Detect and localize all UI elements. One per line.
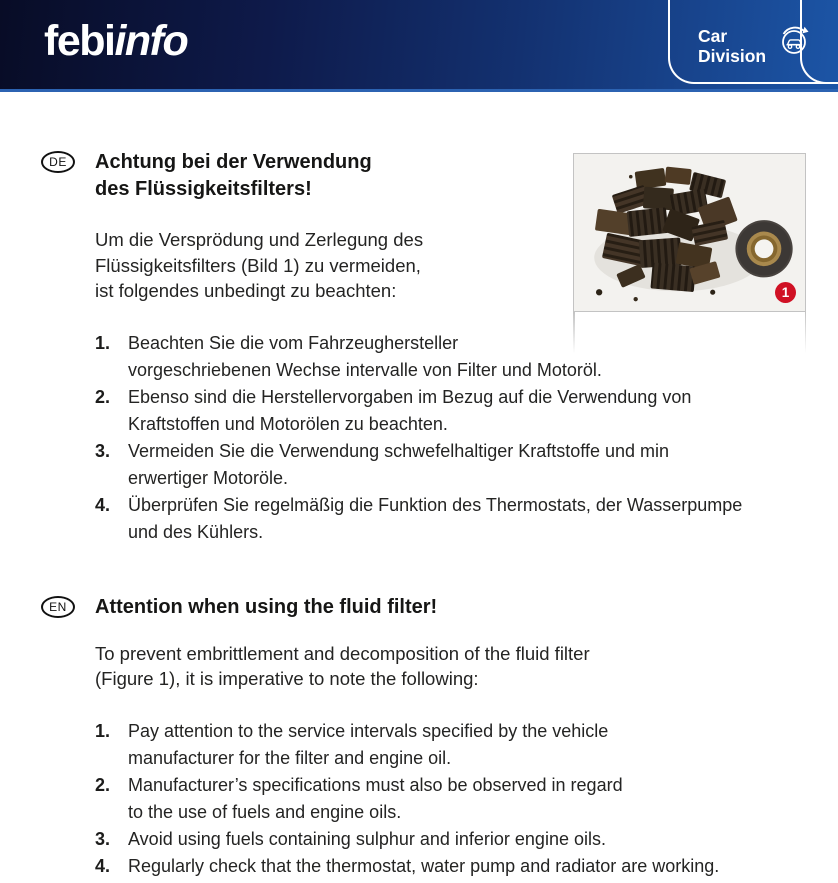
list-item xyxy=(95,772,838,826)
list-item xyxy=(95,438,838,492)
figure-number-badge: 1 xyxy=(775,282,796,303)
section-heading-de: Achtung bei der Verwendung des Flüssigkeitsfilters! xyxy=(95,151,372,200)
car-division-line1: Car xyxy=(698,26,728,46)
list-item-text: Avoid using fuels containing sulphur and inferior engine oils. xyxy=(128,828,606,849)
section-intro-en: To prevent embrittlement and decomposition of the fluid filter (Figure 1), it is imperative to note the following: xyxy=(95,642,590,689)
section-intro-de: Um die Versprödung und Zerlegung des Flüssigkeitsfilters (Bild 1) zu vermeiden, ist folgendes unbedingt zu beachten: xyxy=(95,229,424,301)
list-item-text: Überprüfen Sie regelmäßig die Funktion des Thermostats, der Wasserpumpe und des Kühlers. xyxy=(128,494,743,542)
numbered-list-de xyxy=(95,330,838,546)
list-item-number: 3. xyxy=(95,440,111,461)
car-rotation-icon xyxy=(775,22,815,66)
list-item xyxy=(95,492,838,546)
list-item-text: Ebenso sind die Herstellervorgaben im Bezug auf die Verwendung von Kraftstoffen und Motorölen zu beachten. xyxy=(128,386,692,434)
list-item-text: Beachten Sie die vom Fahrzeughersteller vorgeschriebenen Wechse intervalle von Filter und Motoröl. xyxy=(128,332,602,380)
list-item-text: Vermeiden Sie die Verwendung schwefelhaltiger Kraftstoffe und min erwertiger Motoröle. xyxy=(128,440,669,488)
list-item xyxy=(95,330,838,384)
header-bar xyxy=(0,0,838,92)
list-item-number: 1. xyxy=(95,332,111,353)
list-item-number: 2. xyxy=(95,386,111,407)
lang-badge-de: DE xyxy=(41,151,75,173)
car-division-label xyxy=(698,26,766,66)
list-item-number: 2. xyxy=(95,774,111,795)
numbered-list-en xyxy=(95,718,838,880)
list-item-number: 1. xyxy=(95,720,111,741)
list-item-text: Pay attention to the service intervals specified by the vehicle manufacturer for the filter and engine oil. xyxy=(128,720,609,768)
list-item xyxy=(95,384,838,438)
car-division-line2: Division xyxy=(698,46,767,66)
list-item-text: Manufacturer’s specifications must also be observed in regard to the use of fuels and engine oils. xyxy=(128,774,623,822)
list-item-number: 3. xyxy=(95,828,111,849)
list-item xyxy=(95,853,838,880)
lang-badge-en: EN xyxy=(41,596,75,618)
list-item xyxy=(95,718,838,772)
logo-info-text: info xyxy=(114,17,188,65)
section-heading-en: Attention when using the fluid filter! xyxy=(95,595,438,618)
section-english xyxy=(0,594,838,880)
logo-febi-text: febi xyxy=(44,17,115,65)
list-item-text: Regularly check that the thermostat, water pump and radiator are working. xyxy=(128,855,720,876)
febi-logo xyxy=(44,17,188,65)
car-division-badge xyxy=(698,26,815,66)
list-item-number: 4. xyxy=(95,855,111,876)
list-item xyxy=(95,826,838,853)
list-item-number: 4. xyxy=(95,494,111,515)
section-german xyxy=(0,149,838,546)
